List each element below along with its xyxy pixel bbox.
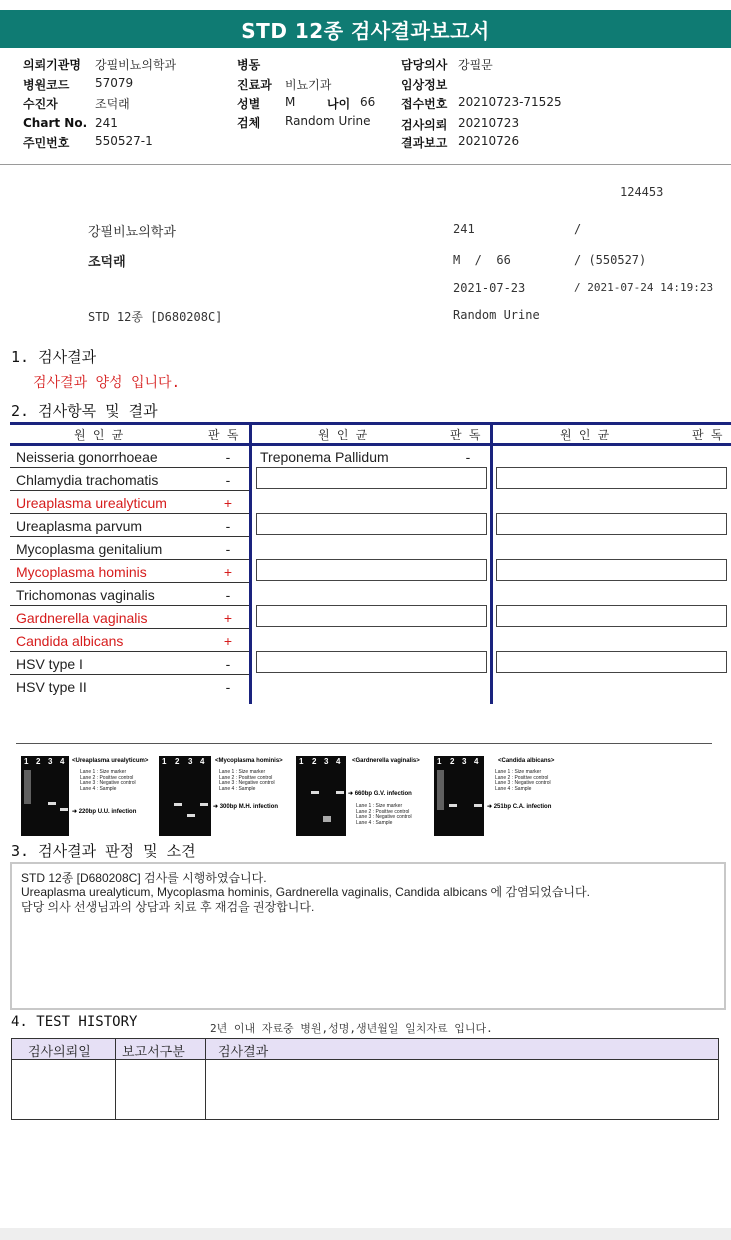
history-col-divider — [205, 1039, 206, 1119]
patient-chart: 241 — [453, 222, 475, 236]
row-divider — [10, 628, 249, 629]
patient-chart-slash: / — [574, 222, 582, 236]
empty-result-cell — [496, 651, 727, 673]
value-report-date: 20210726 — [458, 134, 520, 148]
value-hospital-name: 강필비뇨의학과 — [95, 58, 177, 72]
gel-photo — [21, 756, 69, 836]
organism-result: - — [225, 587, 231, 603]
lane-number: 1 — [299, 757, 304, 766]
history-table-header — [11, 1038, 719, 1060]
organism-name: Chlamydia trachomatis — [16, 472, 159, 488]
organism-result: - — [225, 518, 231, 534]
label-hospital-code: 병원코드 — [23, 78, 70, 92]
organism-result: - — [225, 449, 231, 465]
history-col-divider — [115, 1039, 116, 1119]
row-divider — [10, 674, 249, 675]
label-receipt-no: 접수번호 — [401, 97, 448, 111]
gel-legend: Lane 1 : Size marker Lane 2 : Positive control Lane 3 : Negative control Lane 4 : Sample — [356, 803, 412, 826]
row-divider — [10, 582, 249, 583]
value-doctor: 강필문 — [458, 58, 493, 72]
value-chart-no: 241 — [95, 116, 118, 130]
header-info — [0, 52, 731, 164]
history-table — [11, 1038, 719, 1120]
gel-title: <Candida albicans> — [498, 758, 555, 764]
patient-hospital: 강필비뇨의학과 — [88, 225, 176, 240]
col3-header-organism: 원 인 균 — [560, 428, 610, 442]
gel-legend: Lane 1 : Size marker Lane 2 : Positive control Lane 3 : Negative control Lane 4 : Sample — [80, 769, 136, 792]
patient-birth: / (550527) — [574, 253, 647, 267]
empty-result-cell — [496, 467, 727, 489]
row-divider — [10, 490, 249, 491]
label-department: 진료과 — [237, 78, 272, 92]
patient-report-datetime: / 2021-07-24 14:19:23 — [574, 281, 714, 294]
lane-number: 1 — [162, 757, 167, 766]
section3-heading: 3. 검사결과 판정 및 소견 — [11, 842, 196, 860]
empty-result-cell — [496, 605, 727, 627]
opinion-line: 담당 의사 선생님과의 상담과 치료 후 재검을 권장합니다. — [21, 900, 315, 914]
patient-sex-age: M / 66 — [453, 253, 511, 267]
empty-result-cell — [256, 651, 487, 673]
gel-infection-label: ➜ 660bp G.V. infection — [348, 791, 412, 797]
organism-name-treponema: Treponema Pallidum — [260, 449, 389, 465]
lane-number: 4 — [200, 757, 205, 766]
history-note: 2년 이내 자료중 병원,성명,생년월일 일치자료 입니다. — [210, 1022, 493, 1035]
label-specimen: 검체 — [237, 116, 261, 130]
grid-top-border — [10, 422, 731, 425]
label-patient: 수진자 — [23, 97, 58, 111]
patient-test-name: STD 12종 [D680208C] — [88, 310, 223, 324]
lane-number: 3 — [188, 757, 193, 766]
gel-infection-label: ➜ 300bp M.H. infection — [213, 804, 279, 810]
lane-number: 2 — [450, 757, 455, 766]
lane-number: 4 — [336, 757, 341, 766]
row-divider — [10, 467, 249, 468]
row-divider — [10, 651, 249, 652]
row-divider — [10, 513, 249, 514]
lane-number: 2 — [175, 757, 180, 766]
value-resident-no: 550527-1 — [95, 134, 153, 148]
gel-title: <Mycoplasma hominis> — [215, 758, 283, 764]
label-chart-no: Chart No. — [23, 116, 88, 130]
value-hospital-code: 57079 — [95, 76, 134, 90]
organism-name: Mycoplasma hominis — [16, 564, 147, 580]
value-age: 66 — [360, 95, 376, 109]
footer-bar — [0, 1228, 731, 1240]
history-col-request-date: 검사의뢰일 — [28, 1045, 91, 1060]
value-sex: M — [285, 95, 296, 109]
row-divider — [10, 559, 249, 560]
label-doctor: 담당의사 — [401, 58, 448, 72]
col1-header-organism: 원 인 균 — [74, 428, 124, 442]
lane-number: 2 — [36, 757, 41, 766]
organism-result: + — [223, 610, 233, 626]
value-receipt-no: 20210723-71525 — [458, 95, 562, 109]
organism-name: Trichomonas vaginalis — [16, 587, 155, 603]
organism-name: Ureaplasma urealyticum — [16, 495, 167, 511]
positive-result-message: 검사결과 양성 입니다. — [33, 375, 181, 391]
col2-header-result: 판 독 — [450, 428, 481, 442]
organism-result: + — [223, 633, 233, 649]
label-sex: 성별 — [237, 97, 261, 111]
lane-number: 3 — [48, 757, 53, 766]
label-ward: 병동 — [237, 58, 261, 72]
lane-number: 4 — [60, 757, 65, 766]
lane-number: 3 — [462, 757, 467, 766]
organism-result: - — [225, 679, 231, 695]
empty-result-cell — [496, 559, 727, 581]
organism-name: HSV type II — [16, 679, 87, 695]
value-department: 비뇨기과 — [285, 78, 332, 92]
lane-number: 1 — [24, 757, 29, 766]
history-col-report-type: 보고서구분 — [122, 1045, 185, 1060]
organism-result: + — [223, 564, 233, 580]
value-specimen: Random Urine — [285, 114, 371, 128]
lane-number: 4 — [474, 757, 479, 766]
section2-heading: 2. 검사항목 및 결과 — [11, 402, 158, 420]
label-resident-no: 주민번호 — [23, 136, 70, 150]
empty-result-cell — [256, 467, 487, 489]
grid-col-divider-1 — [249, 422, 252, 704]
value-request-date: 20210723 — [458, 116, 520, 130]
grid-col-divider-2 — [490, 422, 493, 704]
section4-heading: 4. TEST HISTORY — [11, 1014, 138, 1030]
patient-request-date: 2021-07-23 — [453, 281, 526, 295]
lane-number: 1 — [437, 757, 442, 766]
history-col-result: 검사결과 — [218, 1045, 269, 1060]
gel-legend: Lane 1 : Size marker Lane 2 : Positive control Lane 3 : Negative control Lane 4 : Sample — [495, 769, 551, 792]
organism-result: - — [225, 656, 231, 672]
col3-header-result: 판 독 — [692, 428, 723, 442]
organism-name: HSV type I — [16, 656, 83, 672]
opinion-line: STD 12종 [D680208C] 검사를 시행하였습니다. — [21, 871, 267, 885]
value-patient: 조덕래 — [95, 97, 130, 111]
gel-title: <Gardnerella vaginalis> — [352, 758, 420, 764]
gel-photo — [159, 756, 211, 836]
organism-name: Mycoplasma genitalium — [16, 541, 163, 557]
gel-photo — [296, 756, 346, 836]
organism-name: Ureaplasma parvum — [16, 518, 143, 534]
lane-number: 3 — [324, 757, 329, 766]
opinion-box — [10, 862, 726, 1010]
empty-result-cell — [256, 559, 487, 581]
organism-result: - — [225, 541, 231, 557]
col1-header-result: 판 독 — [208, 428, 239, 442]
patient-name: 조덕래 — [88, 255, 126, 270]
row-divider — [10, 536, 249, 537]
organism-result-treponema: - — [465, 449, 471, 465]
gel-infection-label: ➜ 220bp U.U. infection — [72, 809, 137, 815]
header-divider — [0, 164, 731, 165]
organism-name: Gardnerella vaginalis — [16, 610, 148, 626]
lane-number: 2 — [312, 757, 317, 766]
label-report-date: 결과보고 — [401, 136, 448, 150]
gel-legend: Lane 1 : Size marker Lane 2 : Positive control Lane 3 : Negative control Lane 4 : Sample — [219, 769, 275, 792]
opinion-line: Ureaplasma urealyticum, Mycoplasma hominis, Gardnerella vaginalis, Candida albicans 에 감염되었습니다. — [21, 885, 590, 899]
empty-result-cell — [496, 513, 727, 535]
patient-specimen: Random Urine — [453, 308, 540, 322]
col2-header-organism: 원 인 균 — [318, 428, 368, 442]
organism-result: + — [223, 495, 233, 511]
gel-photo — [434, 756, 484, 836]
gel-infection-label: ➜ 251bp C.A. infection — [487, 804, 552, 810]
gel-image-strip — [16, 743, 712, 840]
label-age: 나이 — [327, 97, 351, 111]
gel-title: <Ureaplasma urealyticum> — [72, 758, 149, 764]
organism-name: Candida albicans — [16, 633, 124, 649]
label-request-date: 검사의뢰 — [401, 118, 448, 132]
report-title: STD 12종 검사결과보고서 — [0, 10, 731, 48]
label-hospital-name: 의뢰기관명 — [23, 58, 81, 72]
empty-result-cell — [256, 513, 487, 535]
report-number: 124453 — [620, 185, 664, 199]
row-divider — [10, 605, 249, 606]
results-grid — [10, 422, 731, 704]
empty-result-cell — [256, 605, 487, 627]
organism-name: Neisseria gonorrhoeae — [16, 449, 158, 465]
section1-heading: 1. 검사결과 — [11, 348, 97, 366]
label-clinical-info: 임상정보 — [401, 78, 448, 92]
col1-rows — [10, 446, 249, 704]
organism-result: - — [225, 472, 231, 488]
